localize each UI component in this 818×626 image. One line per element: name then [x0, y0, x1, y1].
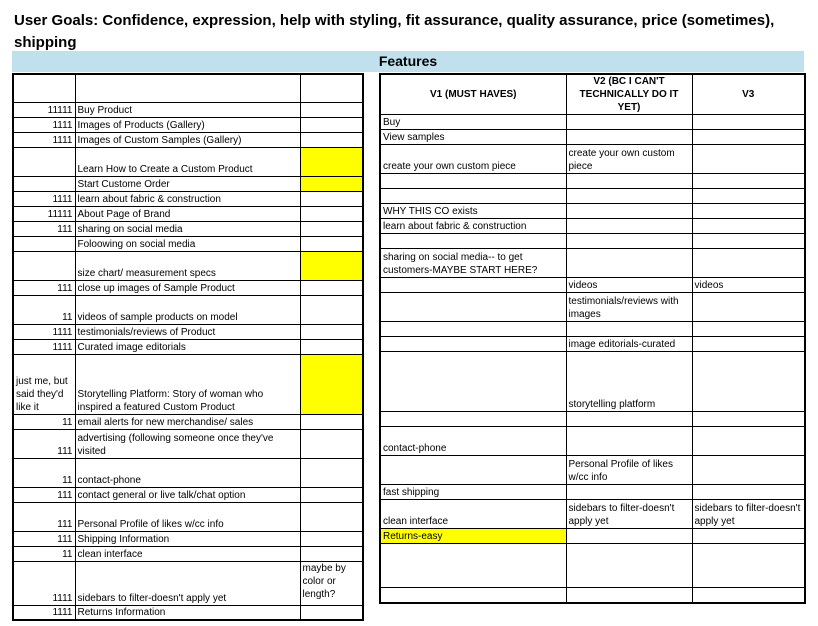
feature-cell: Curated image editorials	[75, 339, 300, 354]
table-row	[380, 427, 805, 456]
table-row	[13, 429, 363, 458]
note-cell	[300, 236, 363, 251]
v2-cell: videos	[566, 278, 692, 293]
v2-cell: image editorials-curated	[566, 337, 692, 352]
count-cell: 11	[13, 414, 75, 429]
feature-cell: testimonials/reviews of Product	[75, 324, 300, 339]
v1-cell: sharing on social media-- to get customers-MAYBE START HERE?	[380, 249, 566, 278]
v2-cell	[566, 427, 692, 456]
note-cell	[300, 221, 363, 236]
feature-cell: Storytelling Platform: Story of woman who inspired a featured Custom Product	[75, 354, 300, 414]
note-cell	[300, 546, 363, 561]
table-row	[13, 502, 363, 531]
table-row	[13, 251, 363, 280]
page-title: User Goals: Confidence, expression, help with styling, fit assurance, quality assurance, price (sometimes), shipping	[14, 12, 775, 51]
table-row	[13, 339, 363, 354]
count-cell: 111	[13, 487, 75, 502]
v2-cell	[566, 588, 692, 603]
v2-cell: testimonials/reviews with images	[566, 293, 692, 322]
table-row	[380, 500, 805, 529]
feature-cell: sidebars to filter-doesn't apply yet	[75, 561, 300, 605]
v3-cell	[692, 234, 805, 249]
table-row	[380, 115, 805, 130]
table-row	[380, 204, 805, 219]
v3-cell	[692, 249, 805, 278]
table-row	[13, 206, 363, 221]
note-cell	[300, 339, 363, 354]
highlight-cell	[300, 251, 363, 280]
table-row	[13, 561, 363, 605]
v2-cell	[566, 189, 692, 204]
v1-cell: create your own custom piece	[380, 145, 566, 174]
v2-cell: Personal Profile of likes w/cc info	[566, 456, 692, 485]
table-row	[13, 354, 363, 414]
feature-cell: learn about fabric & construction	[75, 191, 300, 206]
note-cell	[300, 324, 363, 339]
v2-cell	[566, 485, 692, 500]
feature-cell: Buy Product	[75, 102, 300, 117]
count-cell	[13, 74, 75, 102]
highlight-cell	[300, 147, 363, 176]
v2-cell	[566, 174, 692, 189]
table-row	[13, 147, 363, 176]
note-cell	[300, 414, 363, 429]
table-row	[13, 117, 363, 132]
v2-cell	[566, 115, 692, 130]
table-row	[13, 102, 363, 117]
note-cell	[300, 191, 363, 206]
v2-cell: create your own custom piece	[566, 145, 692, 174]
highlight-cell	[300, 354, 363, 414]
v1-cell: fast shipping	[380, 485, 566, 500]
v3-cell	[692, 588, 805, 603]
v3-cell	[692, 322, 805, 337]
table-row	[13, 236, 363, 251]
v1-cell	[380, 322, 566, 337]
user-features-table	[12, 73, 364, 621]
count-cell: 11111	[13, 206, 75, 221]
column-header-v1: V1 (MUST HAVES)	[380, 74, 566, 115]
count-cell: 11	[13, 546, 75, 561]
count-cell	[13, 251, 75, 280]
v2-cell	[566, 249, 692, 278]
table-row	[380, 352, 805, 412]
table-row	[380, 278, 805, 293]
v1-cell	[380, 189, 566, 204]
note-cell	[300, 429, 363, 458]
highlight-cell	[300, 176, 363, 191]
table-row	[13, 74, 363, 102]
v3-cell	[692, 456, 805, 485]
column-header-v3: V3	[692, 74, 805, 115]
v1-cell	[380, 337, 566, 352]
note-cell	[300, 102, 363, 117]
v1-cell	[380, 352, 566, 412]
table-row	[380, 529, 805, 544]
feature-cell: About Page of Brand	[75, 206, 300, 221]
feature-cell: Personal Profile of likes w/cc info	[75, 502, 300, 531]
feature-cell: email alerts for new merchandise/ sales	[75, 414, 300, 429]
v1-cell	[380, 456, 566, 485]
table-row	[380, 337, 805, 352]
count-cell: 1111	[13, 561, 75, 605]
table-row	[380, 189, 805, 204]
v1-cell	[380, 412, 566, 427]
feature-cell: contact-phone	[75, 458, 300, 487]
count-cell: 1111	[13, 324, 75, 339]
feature-cell	[75, 74, 300, 102]
v2-cell	[566, 219, 692, 234]
table-row	[13, 531, 363, 546]
v2-cell: storytelling platform	[566, 352, 692, 412]
count-cell: 111	[13, 221, 75, 236]
note-cell	[300, 74, 363, 102]
v3-cell	[692, 427, 805, 456]
count-cell: 111	[13, 429, 75, 458]
feature-cell: videos of sample products on model	[75, 295, 300, 324]
note-cell	[300, 458, 363, 487]
v3-cell	[692, 485, 805, 500]
v2-cell: sidebars to filter-doesn't apply yet	[566, 500, 692, 529]
v1-cell: Buy	[380, 115, 566, 130]
feature-cell: Learn How to Create a Custom Product	[75, 147, 300, 176]
v2-cell	[566, 234, 692, 249]
v3-cell	[692, 130, 805, 145]
count-cell: 111	[13, 502, 75, 531]
table-row	[13, 487, 363, 502]
table-row	[13, 221, 363, 236]
v3-cell	[692, 529, 805, 544]
feature-cell: advertising (following someone once they've visited	[75, 429, 300, 458]
table-row	[13, 295, 363, 324]
count-cell	[13, 236, 75, 251]
v3-cell	[692, 412, 805, 427]
table-row	[13, 605, 363, 620]
v2-cell	[566, 204, 692, 219]
v3-cell	[692, 352, 805, 412]
table-row	[380, 145, 805, 174]
v2-cell	[566, 322, 692, 337]
v1-cell: contact-phone	[380, 427, 566, 456]
table-row	[13, 414, 363, 429]
v2-cell	[566, 529, 692, 544]
feature-cell: clean interface	[75, 546, 300, 561]
v1-cell	[380, 278, 566, 293]
table-row	[380, 234, 805, 249]
note-cell	[300, 605, 363, 620]
v1-cell	[380, 234, 566, 249]
note-cell	[300, 117, 363, 132]
v2-cell	[566, 544, 692, 588]
v3-cell	[692, 337, 805, 352]
v3-cell	[692, 174, 805, 189]
table-row	[13, 458, 363, 487]
table-row	[13, 546, 363, 561]
count-cell: 111	[13, 280, 75, 295]
v3-cell	[692, 293, 805, 322]
count-cell: 1111	[13, 132, 75, 147]
table-row	[380, 130, 805, 145]
feature-cell: sharing on social media	[75, 221, 300, 236]
table-row	[380, 544, 805, 588]
table-row	[380, 456, 805, 485]
count-cell: 1111	[13, 339, 75, 354]
v1-cell	[380, 293, 566, 322]
v3-cell	[692, 145, 805, 174]
features-header: Features	[12, 51, 804, 72]
table-row	[380, 588, 805, 603]
v1-cell: View samples	[380, 130, 566, 145]
note-cell	[300, 502, 363, 531]
v1-cell	[380, 174, 566, 189]
count-cell: 1111	[13, 605, 75, 620]
count-cell: 1111	[13, 191, 75, 206]
feature-cell: Shipping Information	[75, 531, 300, 546]
count-cell: 11	[13, 458, 75, 487]
v3-cell: sidebars to filter-doesn't apply yet	[692, 500, 805, 529]
feature-cell: Returns Information	[75, 605, 300, 620]
note-cell: maybe by color or length?	[300, 561, 363, 605]
table-row	[13, 324, 363, 339]
table-row	[380, 322, 805, 337]
table-row	[380, 219, 805, 234]
feature-cell: Images of Products (Gallery)	[75, 117, 300, 132]
v1-cell	[380, 544, 566, 588]
table-row	[380, 174, 805, 189]
feature-cell: Images of Custom Samples (Gallery)	[75, 132, 300, 147]
version-plan-table	[379, 73, 806, 604]
column-header-v2: V2 (BC I CAN'T TECHNICALLY DO IT YET)	[566, 74, 692, 115]
v3-cell	[692, 544, 805, 588]
table-row	[13, 280, 363, 295]
note-cell	[300, 295, 363, 324]
v3-cell: videos	[692, 278, 805, 293]
v3-cell	[692, 115, 805, 130]
note-cell	[300, 280, 363, 295]
feature-cell: size chart/ measurement specs	[75, 251, 300, 280]
feature-cell: Start Custome Order	[75, 176, 300, 191]
count-cell: 11111	[13, 102, 75, 117]
v3-cell	[692, 189, 805, 204]
v1-cell: WHY THIS CO exists	[380, 204, 566, 219]
note-cell	[300, 132, 363, 147]
count-cell: 11	[13, 295, 75, 324]
count-cell: 111	[13, 531, 75, 546]
note-cell	[300, 206, 363, 221]
v3-cell	[692, 204, 805, 219]
feature-cell: contact general or live talk/chat option	[75, 487, 300, 502]
v1-cell	[380, 588, 566, 603]
feature-cell: close up images of Sample Product	[75, 280, 300, 295]
count-cell	[13, 147, 75, 176]
count-cell	[13, 176, 75, 191]
v2-cell	[566, 130, 692, 145]
count-cell: 1111	[13, 117, 75, 132]
table-row	[380, 293, 805, 322]
v1-cell: clean interface	[380, 500, 566, 529]
table-row	[380, 249, 805, 278]
table-row	[380, 412, 805, 427]
v3-cell	[692, 219, 805, 234]
v1-cell-highlighted: Returns-easy	[380, 529, 566, 544]
table-row	[13, 191, 363, 206]
count-cell: just me, but said they'd like it	[13, 354, 75, 414]
note-cell	[300, 531, 363, 546]
header-row	[380, 74, 805, 115]
note-cell	[300, 487, 363, 502]
table-row	[380, 485, 805, 500]
v1-cell: learn about fabric & construction	[380, 219, 566, 234]
table-row	[13, 176, 363, 191]
table-row	[13, 132, 363, 147]
v2-cell	[566, 412, 692, 427]
feature-cell: Foloowing on social media	[75, 236, 300, 251]
